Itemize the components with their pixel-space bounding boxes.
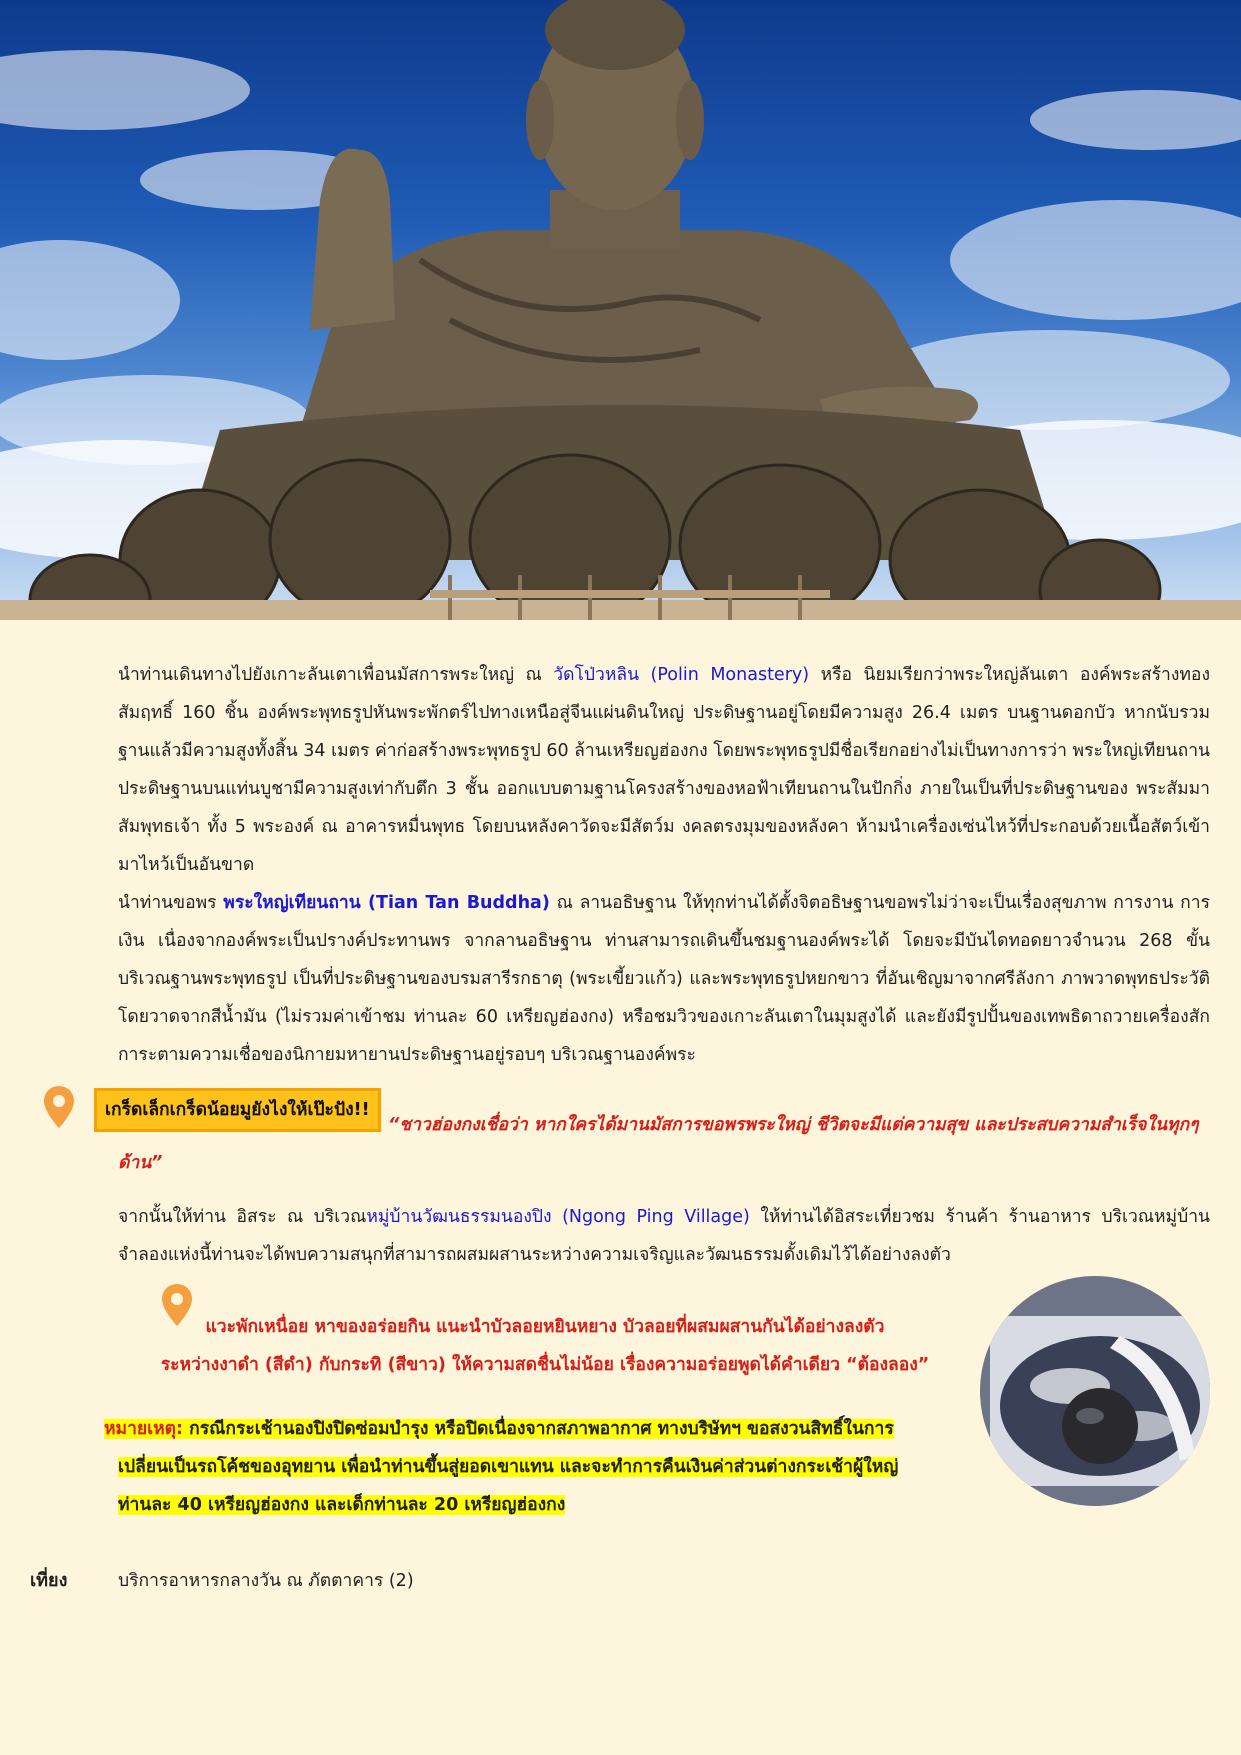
paragraph-text: นำท่านเดินทางไปยังเกาะลันเตาเพื่อนมัสการพระใหญ่ ณ (118, 665, 554, 685)
ngong-ping-highlight: หมู่บ้านวัฒนธรรมนองปิง (Ngong Ping Village) (366, 1207, 750, 1227)
paragraph-text: จากนั้นให้ท่าน อิสระ ณ บริเวณ (118, 1207, 367, 1227)
note-label: หมายเหตุ: (104, 1419, 184, 1439)
hero-image (0, 0, 1241, 620)
paragraph-text: หรือ นิยมเรียกว่าพระใหญ่ลันเตา องค์พระสร้างทองสัมฤทธิ์ 160 ชิ้น องค์พระพุทธรูปหันพระพักตร์ไปทางเหนือสู่จีนแผ่นดินใหญ่ ประดิษฐานอยู่โดยมีความสูง 26.4 เมตร บนฐานดอกบัว หากนับรวมฐานแล้วมีความสูงทั้งสิ้น 34 เมตร ค่าก่อสร้างพระพุทธรูป 60 ล้านเหรียญฮ่องกง โดยพระพุทธรูปมีชื่อเรียกอย่างไม่เป็นทางการว่า พระใหญ่เทียนถาน ประดิษฐานบนแท่นบูชามีความสูงเท่ากับตึก 3 ชั้น ออกแบบตามฐานโครงสร้างของหอฟ้าเทียนถานในปักกิ่ง ภายในเป็นที่ประดิษฐานของ พระสัมมาสัมพุทธเจ้า ทั้ง 5 พระองค์ ณ อาคารหมื่นพุทธ โดยบนหลังคาวัดจะมีสัตว์ม งคลตรงมุมของหลังคา ห้ามนำเครื่องเซ่นไหว้ที่ประกอบด้วยเนื้อสัตว์เข้ามาไหว้เป็นอันขาด (118, 665, 1210, 875)
tip-quote: “ชาวฮ่องกงเชื่อว่า หากใครได้มานมัสการขอพรพระใหญ่ ชีวิตจะมีแต่ความสุข และประสบความสำเร็จในทุกๆด้าน” (118, 1115, 1199, 1173)
lunch-text: บริการอาหารกลางวัน ณ ภัตตาคาร (2) (118, 1571, 414, 1591)
tip-label-box: เกร็ดเล็กเกร็ดน้อยมูยังไงให้เป๊ะปัง!! (94, 1088, 381, 1132)
paragraph-text: ณ ลานอธิษฐาน ให้ทุกท่านได้ตั้งจิตอธิษฐานขอพรไม่ว่าจะเป็นเรื่องสุขภาพ การงาน การเงิน เนื่องจากองค์พระเป็นปรางค์ประทานพร จากลานอธิษฐาน ท่านสามารถเดินขึ้นชมฐานองค์พระได้ โดยจะมีบันไดทอดยาวจำนวน 268 ขั้น บริเวณฐานพระพุทธรูป เป็นที่ประดิษฐานของบรมสารีรกธาตุ (พระเขี้ยวแก้ว) และพระพุทธรูปหยกขาว ที่อันเชิญมาจากศรีลังกา ภาพวาดพุทธประวัติโดยวาดจากสีน้ำมัน (ไม่รวมค่าเข้าชม ท่านละ 60 เหรียญฮ่องกง) หรือชมวิวของเกาะลันเตาในมุมสูงได้ และยังมีรูปปั้นของเทพธิดาถวายเครื่องสักการะตามความเชื่อของนิกายมหายานประดิษฐานอยู่รอบๆ บริเวณฐานองค์พระ (118, 893, 1210, 1065)
paragraph-ngong-ping (118, 1198, 1210, 1274)
main-content (118, 656, 1210, 1074)
dessert-photo (980, 1276, 1210, 1506)
paragraph-text: ให้ท่านได้อิสระเที่ยวชม ร้านค้า ร้านอาหาร บริเวณหมู่บ้านจำลองแห่งนี้ท่านจะได้พบความสนุกที่สามารถผสมผสานระหว่างความเจริญและวัฒนธรรมดั้งเดิมไว้ได้อย่างลงตัว (118, 1207, 1210, 1265)
snack-line: แวะพักเหนื่อย หาของอร่อยกิน แนะนำบัวลอยหยินหยาง บัวลอยที่ผสมผสานกันได้อย่างลงตัว (205, 1317, 885, 1337)
paragraph-text: นำท่านขอพร (118, 893, 224, 913)
buddha-statue-illustration (0, 0, 1241, 620)
note-text: เปลี่ยนเป็นรถโค้ชของอุทยาน เพื่อนำท่านขึ้นสู่ยอดเขาแทน และจะทำการคืนเงินค่าส่วนต่างกระเช้าผู้ใหญ่ (118, 1457, 899, 1477)
tian-tan-buddha-highlight: พระใหญ่เทียนถาน (Tian Tan Buddha) (223, 893, 550, 913)
location-pin-icon (44, 1086, 74, 1128)
polin-monastery-highlight: วัดโป่วหลิน (Polin Monastery) (553, 665, 810, 685)
note-text: ท่านละ 40 เหรียญฮ่องกง และเด็กท่านละ 20 เหรียญฮ่องกง (118, 1495, 566, 1515)
lunch-label: เที่ยง (30, 1570, 68, 1591)
note-text: กรณีกระเช้านองปิงปิดซ่อมบำรุง หรือปิดเนื่องจากสภาพอากาศ ทางบริษัทฯ ขอสงวนสิทธิ์ในการ (183, 1419, 894, 1439)
snack-line: ระหว่างงาดำ (สีดำ) กับกระทิ (สีขาว) ให้ความสดชื่นไม่น้อย เรื่องความอร่อยพูดได้คำเดียว “ต้องลอง” (160, 1355, 930, 1375)
paragraph-tian-tan-buddha (118, 884, 1210, 1074)
note-block (104, 1410, 964, 1524)
paragraph-polin-monastery (118, 656, 1210, 884)
snack-recommendation (130, 1308, 960, 1384)
